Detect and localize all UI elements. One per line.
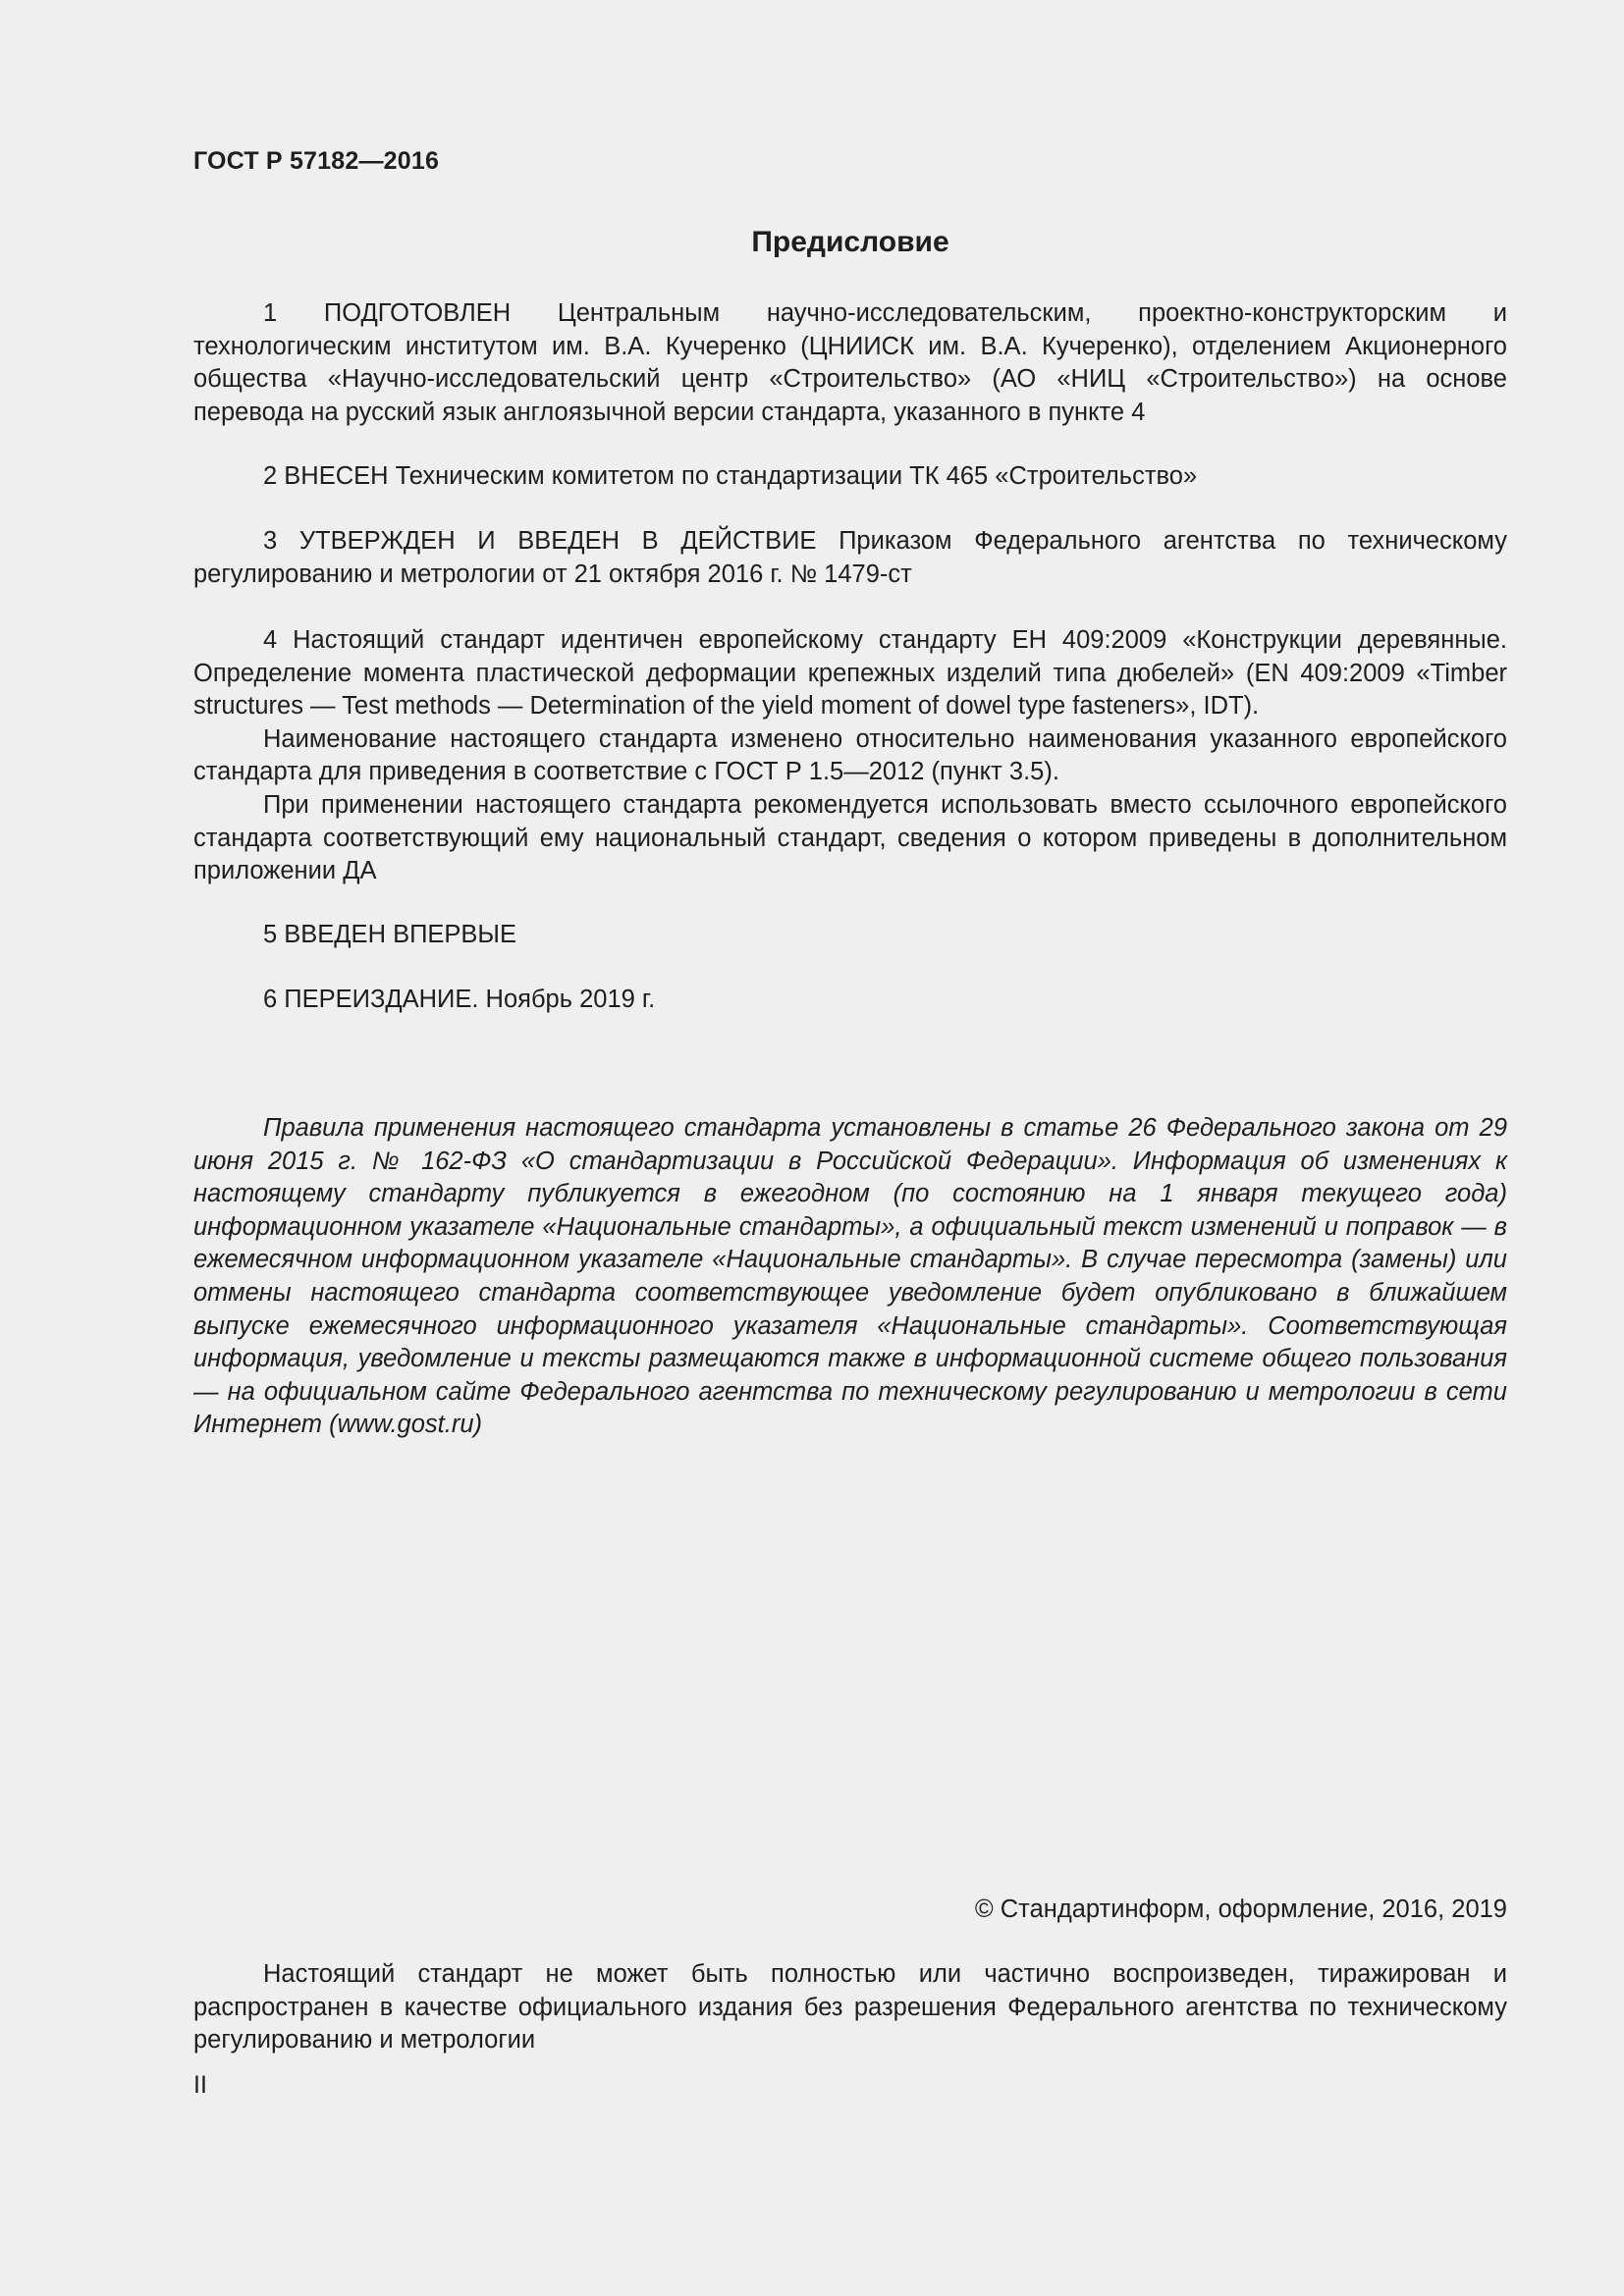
copyright-line: © Стандартинформ, оформление, 2016, 2019 — [974, 1896, 1507, 1923]
application-rules-notice — [193, 1112, 1507, 1442]
section-5 — [193, 919, 1507, 952]
section-1-text: 1 ПОДГОТОВЛЕН Центральным научно-исследовательским, проектно-конструкторским и технологическим институтом им. В.А. Кучеренко (ЦНИИСК им. В.А. Кучеренко), отделением Акционерного общества «Научно-исследовательский центр «Строительство» (АО «НИЦ «Строительство») на основе перевода на русский язык англоязычной версии стандарта, указанного в пункте 4 — [193, 299, 1507, 426]
section-6-text: 6 ПЕРЕИЗДАНИЕ. Ноябрь 2019 г. — [263, 986, 656, 1013]
section-1 — [193, 297, 1507, 429]
reproduction-rights — [193, 1958, 1507, 2057]
section-2 — [193, 460, 1507, 494]
rights-text: Настоящий стандарт не может быть полностью или частично воспроизведен, тиражирован и распространен в качестве официального издания без разрешения Федерального агентства по техническому регулированию и метрологии — [193, 1960, 1507, 2055]
section-3 — [193, 525, 1507, 591]
section-4-paragraph-2: Наименование настоящего стандарта изменено относительно наименования указанного европейского стандарта для приведения в соответствие с ГОСТ Р 1.5—2012 (пункт 3.5). — [193, 724, 1507, 786]
section-4-paragraph-1: 4 Настоящий стандарт идентичен европейскому стандарту ЕН 409:2009 «Конструкции деревянные. Определение момента пластической деформации крепежных изделий типа дюбелей» (EN 409:2009 «Timber structures — Test methods — Determination of the yield moment of dowel type fasteners», IDT). — [193, 626, 1507, 721]
page-number: II — [193, 2071, 207, 2099]
section-4-paragraph-3: При применении настоящего стандарта рекомендуется использовать вместо ссылочного европейского стандарта соответствующий ему национальный стандарт, сведения о котором приведены в дополнительном приложении ДА — [193, 790, 1507, 885]
section-3-text: 3 УТВЕРЖДЕН И ВВЕДЕН В ДЕЙСТВИЕ Приказом Федерального агентства по техническому регулированию и метрологии от 21 октября 2016 г. № 1479-ст — [193, 527, 1507, 588]
section-2-text: 2 ВНЕСЕН Техническим комитетом по стандартизации ТК 465 «Строительство» — [263, 462, 1198, 490]
notice-text: Правила применения настоящего стандарта установлены в статье 26 Федерального закона от 29 июня 2015 г. № 162-ФЗ «О стандартизации в Российской Федерации». Информация об изменениях к настоящему стандарту публикуется в ежегодном (по состоянию на 1 января текущего года) информационном указателе «Национальные стандарты», а официальный текст изменений и поправок — в ежемесячном информационном указателе «Национальные стандарты». В случае пересмотра (замены) или отмены настоящего стандарта соответствующее уведомление будет опубликовано в ближайшем выпуске ежемесячного информационного указателя «Национальные стандарты». Соответствующая информация, уведомление и тексты размещаются также в информационной системе общего пользования — на официальном сайте Федерального агентства по техническому регулированию и метрологии в сети Интернет (www.gost.ru) — [193, 1114, 1507, 1439]
document-page — [193, 0, 1507, 2296]
document-code-header: ГОСТ Р 57182—2016 — [193, 147, 440, 175]
section-5-text: 5 ВВЕДЕН ВПЕРВЫЕ — [263, 921, 517, 948]
section-4 — [193, 624, 1507, 888]
section-6 — [193, 984, 1507, 1017]
page-title: Предисловие — [751, 226, 949, 258]
